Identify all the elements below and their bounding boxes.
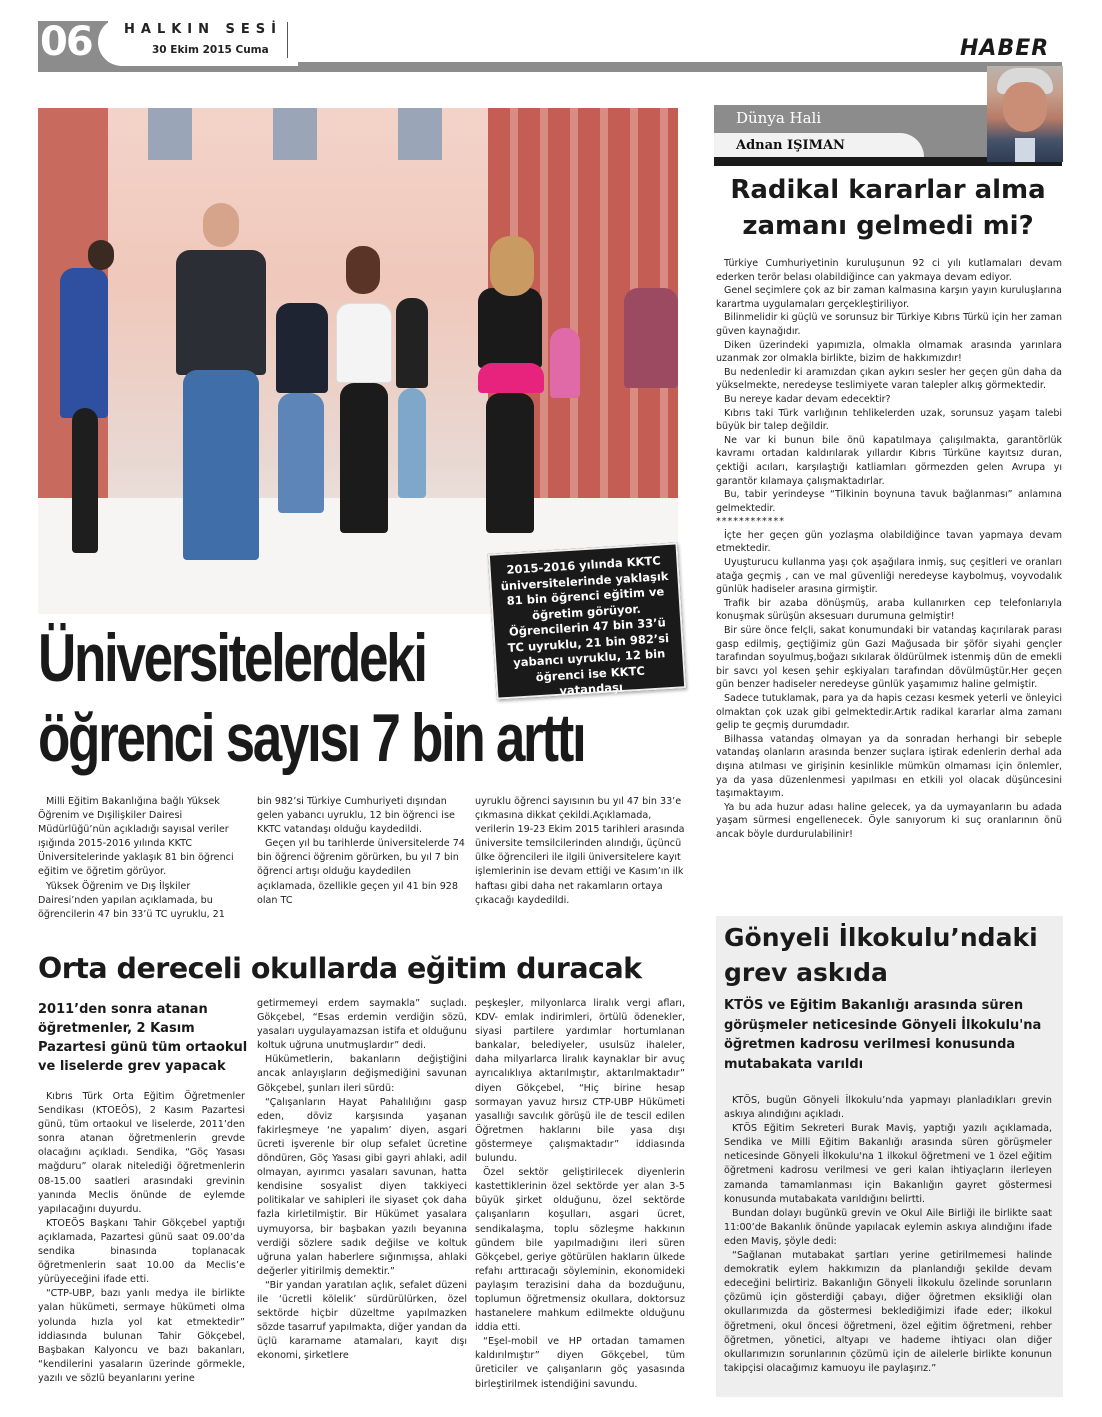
photo-person: [624, 288, 678, 388]
paragraph: Genel seçimlere çok az bir zaman kalmasına karşın yayın kuruluşlarına karartma uygulamaları gerçekleştiriliyor.: [716, 285, 1062, 310]
second-article-column-3: [475, 997, 685, 1392]
photo-head: [346, 246, 380, 294]
main-headline-line1: Üniversitelerdeki: [38, 620, 426, 696]
main-article-column-1: [38, 795, 250, 922]
paragraph: Bundan dolayı bugünkü grevin ve Okul Aile Birliği ile birlikte saat 11:00’de Bakanlık önünde yapılacak eylemin askıya alındığını ifade eden Maviş, şöyle dedi:: [724, 1207, 1052, 1247]
paragraph: Trafik bir azaba dönüşmüş, araba kullanırken cep telefonlarıyla konuşmak sürüşün aksesuarı durumuna gelmiştir!: [716, 597, 1062, 623]
paragraph: Kıbrıs Türk Orta Eğitim Öğretmenler Sendikası (KTOEÖS), 2 Kasım Pazartesi günü, tüm ortaokul ve liselerde, 2011’den sonra atanan öğretmenlerin grevde olacağını açıkladı. Sendika, “Göç Yasası mağduru” olarak nitelediği öğretmenlerin 08-15.00 saatleri arasındaki grevinin yanında Meclis önünde de eylemde yapılacağını duyurdu.: [38, 1091, 245, 1215]
paragraph: Türkiye Cumhuriyetinin kuruluşunun 92 ci yılı kutlamaları devam ederken terör belası olabildiğince can yakmaya devam ediyor.: [716, 258, 1062, 283]
photo-person: [278, 393, 324, 513]
paragraph: Bu nereye kadar devam edecektir?: [724, 393, 891, 405]
paragraph: Geçen yıl bu tarihlerde üniversitelerde 74 bin öğrenci öğrenim görürken, bu yıl 7 bin öğrenci artışı olduğu kaydedilen açıklamada, özellikle geçen yıl 41 bin 928 olan TC: [257, 838, 465, 906]
photo-person: [336, 303, 392, 383]
box-subheadline: KTÖS ve Eğitim Bakanlığı arasında süren görüşmeler neticesinde Gönyeli İlkokulu'na öğretmen kadrosu verilmesi konusunda mutabakata varıldı: [724, 998, 1042, 1072]
photo-person: [396, 298, 428, 388]
second-article-column-1: [38, 1090, 245, 1386]
photo-window: [398, 108, 442, 160]
paragraph: Ya bu ada huzur adası haline gelecek, ya da uymayanların bu adada yaşam sürmesi engellenecek. Öyle sanıyorum ki suç oranlarının önü ancak böyle durdurulabilinir!: [716, 801, 1062, 840]
author-portrait: [987, 66, 1063, 162]
paragraph: Bu nedenledir ki aramızdan çıkan aykırı sesler her geçen gün daha da yükselmekte, neredeyse teslimiyete varan talepler alkış görmektedir.: [716, 366, 1062, 392]
separator: ************: [716, 516, 785, 528]
newspaper-name: HALKIN SESİ: [124, 22, 282, 37]
photo-head: [88, 240, 114, 270]
paragraph: “Bir yandan yaratılan açlık, sefalet düzeni ile ‘ücretli kölelik’ sürdürülürken, özel sektörde hiçbir düzeltme yapılmazken sözde tasarruf yapılmakta, diğer yandan da üçlü kararname atamaları, kayıt dışı ekonomi, şirketlere: [257, 1279, 467, 1362]
portrait-shirt: [1015, 138, 1035, 162]
paragraph: Ne var ki bunun bile önü kapatılmaya çalışılmakta, garantörlük kavramı ortadan kaldırılarak yıllardır Kıbrıs Türküne kayıtsız duran, çektiği acıları, karşılaştığı katliamları görmezden gelen Avrupa yı garantör kılamaya çalışmaktadırlar.: [716, 434, 1062, 487]
second-article-headline: Orta dereceli okullarda eğitim duracak: [38, 952, 642, 985]
section-label: HABER: [960, 36, 1050, 61]
paragraph: “CTP-UBP, bazı yanlı medya ile birlikte yalan hükümeti, sermaye hükümeti olma yolunda hızla yol kat etmektedir” iddiasında bulunan Tahir Gökçebel, Başbakan Kalyoncu ve bazı bakanları, “kendilerini yasaların üzerinde görmekle, yazılı ve sözlü beyanlarını yerine: [38, 1288, 245, 1384]
photo-person: [276, 303, 328, 393]
paragraph: Hükümetlerin, bakanların değiştiğini ancak anlayışların değişmediğini savunan Gökçebel, şunları ileri sürdü:: [257, 1054, 467, 1094]
photo-person: [60, 268, 108, 418]
paragraph: İçte her geçen gün yozlaşma olabildiğince tavan yapmaya devam etmektedir.: [716, 529, 1062, 555]
photo-caption-box: 2015-2016 yılında KKTC üniversitelerinde yaklaşık 81 bin öğrenci eğitim ve öğretim görüyor. Öğrencilerin 47 bin 33’ü TC uyruklu, 21 bin 982’si yabancı uyruklu, 12 bin öğrenci ise KKTC vatandaşı: [488, 542, 687, 699]
issue-date: 30 Ekim 2015 Cuma: [152, 44, 269, 56]
opinion-body: [716, 257, 1062, 842]
paragraph: “Sağlanan mutabakat şartları yerine getirilmemesi halinde demokratik eylem hakkımızın da planlandığı şekilde devam edeceğini belirtiriz. Bakanlığın Gönyeli İlkokulu özelinde sorunların çözümü için gösterdiği çabayı, diğer öğretmen eksikliği olan okullarımızda da göstermesi beklediğimizi ifade eder; ilkokul öğretmeni, okul öncesi öğretmeni, özel eğitim öğretmeni, rehber öğretmen, yönetici, altyapı ve hademe ihtiyacı olan diğer okullarımızın sorunlarının çözümü için de ailelerle birlikte konunun takipçisi olacağımız kamuoyu ile paylaşırız.”: [724, 1250, 1052, 1374]
photo-person: [72, 408, 98, 553]
header-divider: [287, 22, 288, 58]
paragraph: “Eşel-mobil ve HP ortadan tamamen kaldırılmıştır” diyen Gökçebel, tüm üreticiler ve çalışanların göç yasasında birleştirilmek istendiğini savundu.: [475, 1336, 685, 1390]
photo-person: [478, 288, 542, 368]
paragraph: bin 982’si Türkiye Cumhuriyeti dışından gelen yabancı uyruklu, 12 bin öğrenci ise KKTC vatandaşı olduğu kaydedildi.: [257, 796, 455, 836]
paragraph: Yüksek Öğrenim ve Dış İlşkiler Dairesi’nden yapılan açıklamada, bu öğrencilerin 47 bin 33’ü TC uyruklu, 21: [38, 880, 225, 920]
page-number: 06: [40, 19, 92, 65]
paragraph: KTOEÖS Başkanı Tahir Gökçebel yaptığı açıklamada, Pazartesi günü saat 09.00’da sendika binasında toplanacak öğretmenlerin saat 10.00 da Meclis’e yürüyeceğini ifade etti.: [38, 1217, 245, 1286]
box-body: [724, 1094, 1052, 1376]
paragraph: KTÖS Eğitim Sekreteri Burak Maviş, yaptığı yazılı açıklamada, Sendika ve Milli Eğitim Bakanlığı arasında süren görüşmeler neticesinde Gönyeli İlkokulu'na 1 ilkokul öğretmeni ve 1 özel eğitim öğretmeni kadrosu verilmesi ve geri kalan ihtiyaçların ilerleyen zamanda tamamlanması için Bakanlığın gayret göstermesi konusunda mutabakata varıldığını belirtti.: [724, 1123, 1052, 1205]
photo-person: [183, 370, 259, 560]
main-headline-line2: öğrenci sayısı 7 bin arttı: [38, 700, 585, 776]
paragraph: getirmemeyi erdem saymakla” suçladı. Gökçebel, “Esas erdemin verdiğin sözü, yasaları uygulayamazsan istifa et olduğunu koltuk uğruna unutmuşlardır” dedi.: [257, 998, 467, 1052]
photo-person: [398, 388, 426, 498]
paragraph: Uyuşturucu kullanma yaşı çok aşağılara inmiş, suç çeşitleri ve oranları atağa geçmiş , can ve mal güvenliği neredeyse kaybolmuş, voyvodalık günlük hadiseler arasına girmiştir.: [716, 557, 1062, 596]
paragraph: Milli Eğitim Bakanlığına bağlı Yüksek Öğrenim ve Dışilişkiler Dairesi Müdürlüğü’nün açıkladığı sayısal veriler ışığında 2015-2016 yılında KKTC Üniversitelerinde yaklaşık 81 bin öğrenci eğitim ve öğretim görüyor.: [38, 796, 234, 878]
paragraph: Kıbrıs taki Türk varlığının tehlikelerden uzak, sorunsuz yaşam talebi büyük bir talep değildir.: [716, 407, 1062, 433]
paragraph: Diken üzerindeki yapımızla, olmakla olmamak arasında yarınlara uzanmak zor olmakla birlikte, bizim de hakkımızdır!: [716, 339, 1062, 365]
main-article-column-3: [475, 795, 687, 908]
portrait-face: [1003, 82, 1047, 132]
paragraph: Bilhassa vatandaş olmayan ya da sonradan herhangi bir sebeple vatandaş olanların arasında benzer suçlara iştirak edenlerin derhal ada dışına atılması ve girişinin kesinlikle mümkün olmaması için önlemler, ya da yasa düzenlenmesi yapılması en etkili yol olacak düşüncesini taşımaktayım.: [716, 733, 1062, 800]
paragraph: Bir süre önce felçli, sakat konumundaki bir vatandaş kaçırılarak parası gasp edilmiş, geçtiğimiz gün Gazi Mağusada bir şöför siyahi gençler tarafından soyulmuş,boğazı sıkılarak öldürülmek istenmiş dün de emekli bir savcı yol kesen şehir eşkiyaları tarafından dövülmüştür.Her geçen gün benzer hadiseler neredeyse günlük yaşamımız haline gelmiştir.: [716, 625, 1062, 691]
photo-head: [490, 236, 534, 296]
paragraph: Bilinmelidir ki güçlü ve sorunsuz bir Türkiye Kıbrıs Türkü için her zaman güven kaynağıdır.: [716, 312, 1062, 337]
photo-person: [550, 328, 580, 398]
main-photo: [38, 108, 678, 614]
second-article-column-2: [257, 997, 467, 1363]
column-author: Adnan IŞIMAN: [736, 138, 845, 153]
photo-head: [203, 203, 239, 247]
second-article-subheadline: 2011’den sonra atanan öğretmenler, 2 Kasım Pazartesi günü tüm ortaokul ve liselerde grev yapacak: [38, 1002, 248, 1074]
paragraph: uyruklu öğrenci sayısının bu yıl 47 bin 33’e çıkmasına dikkat çekildi.Açıklamada, verilerin 19-23 Ekim 2015 tarihleri arasında üniversite temsilcilerinden alındığı, üçüncü ülke öğrencileri ile ilgili üniversitelere kayıt işlemlerinin ise devam ettiği ve Kasım’ın ilk haftası gibi daha net rakamların ortaya çıkacağı kaydedildi.: [475, 796, 685, 906]
paragraph: “Çalışanların Hayat Pahalılığını gasp eden, döviz karşısında yaşanan fakirleşmeye ‘ne yapalım’ diyen, asgari ücreti işverenle bir olup sefalet ücretine döndüren, Göç Yasası gibi gayri ahlaki, adil olmayan, ayırımcı yasaları savunan, hatta kendisine sosyalist diyen takkiyeci politikalar ve sahipleri ile siyaset çok daha fazla kirletilmiştir. Bir Hükümet yasalara uymuyorsa, bir başbakan yazılı beyanına verdiği sözlere sadık değilse ve koltuk uğruna yalan haberlere sığınmışsa, ahlaki değerler yitirilmiş demektir.”: [257, 1096, 467, 1277]
opinion-title: Radikal kararlar alma zamanı gelmedi mi?: [730, 175, 1046, 241]
box-headline: Gönyeli İlkokulu’ndaki grev askıda: [724, 923, 1038, 987]
photo-person: [486, 393, 534, 533]
paragraph: Sadece tutuklamak, para ya da hapis cezası kesmek yeterli ve önleyici olmaktan çok uzak gibi gelmektedir.Artık radikal kararlar alma zamanı gelip te geçmiş durumdadır.: [716, 693, 1062, 732]
paragraph: Bu, tabir yerindeyse “Tilkinin boynuna tavuk bağlanması” anlamına gelmektedir.: [716, 489, 1062, 514]
photo-window: [273, 108, 317, 160]
column-name: Dünya Hali: [736, 109, 822, 127]
main-headline: [38, 618, 585, 778]
photo-person: [478, 363, 544, 393]
paragraph: KTÖS, bugün Gönyeli İlkokulu’nda yapmayı planladıkları grevin askıya alındığını açıkladı.: [724, 1095, 1052, 1121]
photo-person: [176, 250, 266, 375]
main-article-column-2: [257, 795, 469, 908]
photo-person: [340, 383, 388, 533]
paragraph: Özel sektör geliştirilecek diyenlerin kastettiklerinin özel sektörde yer alan 3-5 büyük şirket olduğunu, özel sektörde çalışanların koşulları, asgari ücret, sendikalaşma, toplu sözleşme hakkının gündem bile yapılmadığını ileri süren Gökçebel, geriye götürülen hakların ülkede refahı arttıracağı söyleminin, ekonomideki paylaşım terazisini daha da bozduğunu, toplumun öğretmensiz okullara, doktorsuz hastanelere mahkum edilmekte olduğunu iddia etti.: [475, 1167, 685, 1334]
photo-window: [148, 108, 192, 160]
paragraph: peşkeşler, milyonlarca liralık vergi afları, KDV- emlak indirimleri, örtülü ödenekler, siyasi partilere yardımlar hortumlanan bankalar, belediyeler, usulsüz ihaleler, daha milyarlarca liralık kaynaklar bir avuç ayrıcalıklıya aktarılmıştır, aktarılmaktadır” diyen Gökçebel, “Hiç birine hesap sormayan yavuz hırsız CTP-UBP Hükümeti yasallığı savcılık görüşü ile de tescil edilen Öğretmen haklarını bile yasa dışı göstermeye çalışmaktadır” iddiasında bulundu.: [475, 998, 685, 1165]
